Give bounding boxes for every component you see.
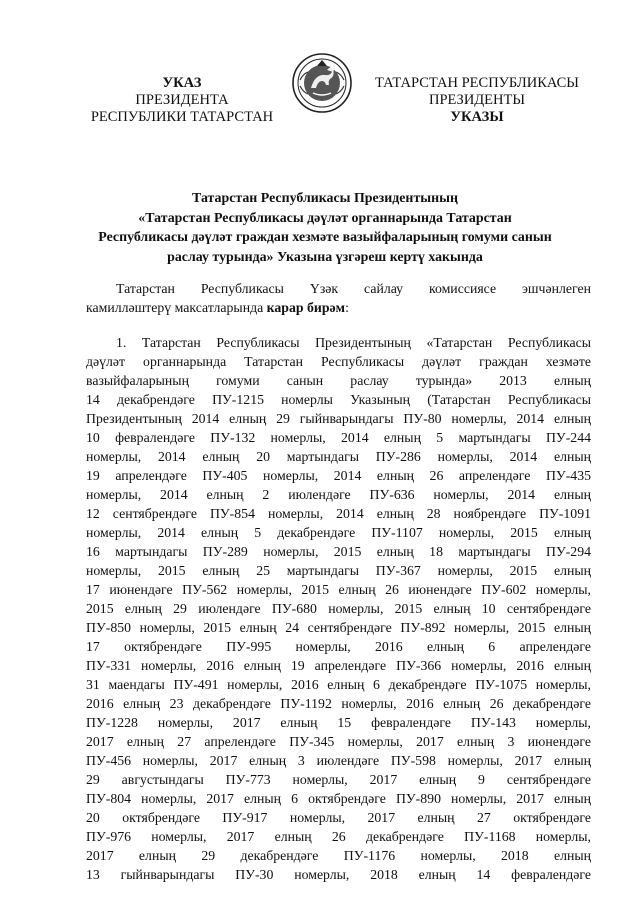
paragraph-line: номерлы, 2015 елның 25 мартындагы ПУ-367 номерлы, 2015 елның — [86, 563, 591, 578]
header-right-line: ТАТАРСТАН РЕСПУБЛИКАСЫ — [375, 75, 579, 91]
paragraph-line: 20 октябрендәге ПУ-917 номерлы, 2017 елның 27 октябрендәге — [86, 810, 591, 825]
paragraph-line: 2016 елның 23 декабрендәге ПУ-1192 номерлы, 2016 елның 26 декабрендәге — [86, 696, 591, 711]
paragraph-line: Президентының 2014 елның 29 гыйнварындагы ПУ-80 номерлы, 2014 елның — [86, 411, 591, 426]
title-line: раслау турында» Указына үзгәреш кертү хакында — [167, 249, 483, 265]
item-1-paragraph — [86, 333, 591, 884]
header-right-line: УКАЗЫ — [450, 109, 504, 125]
paragraph-line: 2015 елның 29 июлендәге ПУ-680 номерлы, 2015 елның 10 сентябрендәге — [86, 601, 591, 616]
paragraph-line: 19 апрелендәге ПУ-405 номерлы, 2014 елның 26 апрелендәге ПУ-435 — [86, 468, 591, 483]
intro-paragraph — [86, 279, 591, 317]
header-left-line: ПРЕЗИДЕНТА — [135, 92, 229, 108]
paragraph-line: 13 гыйнварындагы ПУ-30 номерлы, 2018 елның 14 февралендәге — [86, 867, 591, 882]
paragraph-line: 10 февралендәге ПУ-132 номерлы, 2014 елның 5 мартындагы ПУ-244 — [86, 430, 591, 445]
header-left-line: УКАЗ — [162, 75, 202, 91]
paragraph-line: номерлы, 2014 елның 2 июлендәге ПУ-636 номерлы, 2014 елның — [86, 487, 591, 502]
paragraph-line: 17 июнендәге ПУ-562 номерлы, 2015 елның 26 июнендәге ПУ-602 номерлы, — [86, 582, 591, 597]
paragraph-line: 12 сентябрендәге ПУ-854 номерлы, 2014 елның 28 ноябрендәге ПУ-1091 — [86, 506, 591, 521]
paragraph-line: ПУ-850 номерлы, 2015 елның 24 сентябрендәге ПУ-892 номерлы, 2015 елның — [86, 620, 591, 635]
paragraph-line: 2017 елның 29 декабрендәге ПУ-1176 номерлы, 2018 елның — [86, 848, 591, 863]
paragraph-line: ПУ-976 номерлы, 2017 елның 26 декабрендәге ПУ-1168 номерлы, — [86, 829, 591, 844]
paragraph-line: вазыйфаларының гомуми санын раслау турында» 2013 елның — [86, 373, 591, 388]
paragraph-line: ПУ-456 номерлы, 2017 елның 3 июлендәге ПУ-598 номерлы, 2017 елның — [86, 753, 591, 768]
paragraph-line: ПУ-804 номерлы, 2017 елның 6 октябрендәге ПУ-890 номерлы, 2017 елның — [86, 791, 591, 806]
paragraph-line: 17 октябрендәге ПУ-995 номерлы, 2016 елның 6 апрелендәге — [86, 639, 591, 654]
title-line: Татарстан Республикасы Президентының — [192, 191, 458, 206]
intro-line — [86, 298, 591, 317]
paragraph-line: 14 декабрендәге ПУ-1215 номерлы Указының (Татарстан Республикасы — [86, 392, 591, 407]
paragraph-line: номерлы, 2014 елның 5 декабрендәге ПУ-1107 номерлы, 2015 елның — [86, 525, 591, 540]
paragraph-line: ПУ-331 номерлы, 2016 елның 19 апрелендәге ПУ-366 номерлы, 2016 елның — [86, 658, 591, 673]
paragraph-line: номерлы, 2014 елның 20 мартындагы ПУ-286 номерлы, 2014 елның — [86, 449, 591, 464]
header-left-russian — [72, 75, 292, 126]
paragraph-line: 31 маендагы ПУ-491 номерлы, 2016 елның 6 декабрендәге ПУ-1075 номерлы, — [86, 677, 591, 692]
paragraph-line: ПУ-1228 номерлы, 2017 елның 15 февралендәге ПУ-143 номерлы, — [86, 715, 591, 730]
paragraph-line: 1. Татарстан Республикасы Президентының «Татарстан Республикасы — [116, 335, 591, 350]
intro-line: Татарстан Республикасы Үзәк сайлау комиссиясе эшчәнлеген — [116, 281, 591, 296]
header-right-tatar — [357, 75, 597, 126]
decree-phrase: карар бирәм — [266, 300, 346, 315]
intro-colon: : — [345, 300, 349, 315]
paragraph-line: дәүләт органнарында Татарстан Республикасы дәүләт граждан хезмәте — [86, 354, 591, 369]
header-left-line: РЕСПУБЛИКИ ТАТАРСТАН — [90, 109, 274, 125]
title-line: «Татарстан Республикасы дәүләт органнарында Татарстан — [138, 210, 512, 226]
title-line: Республикасы дәүләт граждан хезмәте вазыйфаларының гомуми санын — [98, 230, 552, 245]
intro-text: камилләштерү максатларында — [86, 300, 267, 315]
tatarstan-coat-of-arms-icon — [291, 52, 353, 114]
paragraph-line: 29 августындагы ПУ-773 номерлы, 2017 елның 9 сентябрендәге — [86, 772, 591, 787]
document-title — [60, 189, 590, 267]
paragraph-line: 16 мартындагы ПУ-289 номерлы, 2015 елның 18 мартындагы ПУ-294 — [86, 544, 591, 559]
header-right-line: ПРЕЗИДЕНТЫ — [428, 92, 526, 108]
paragraph-line: 2017 елның 27 апрелендәге ПУ-345 номерлы, 2017 елның 3 июнендәге — [86, 734, 591, 749]
